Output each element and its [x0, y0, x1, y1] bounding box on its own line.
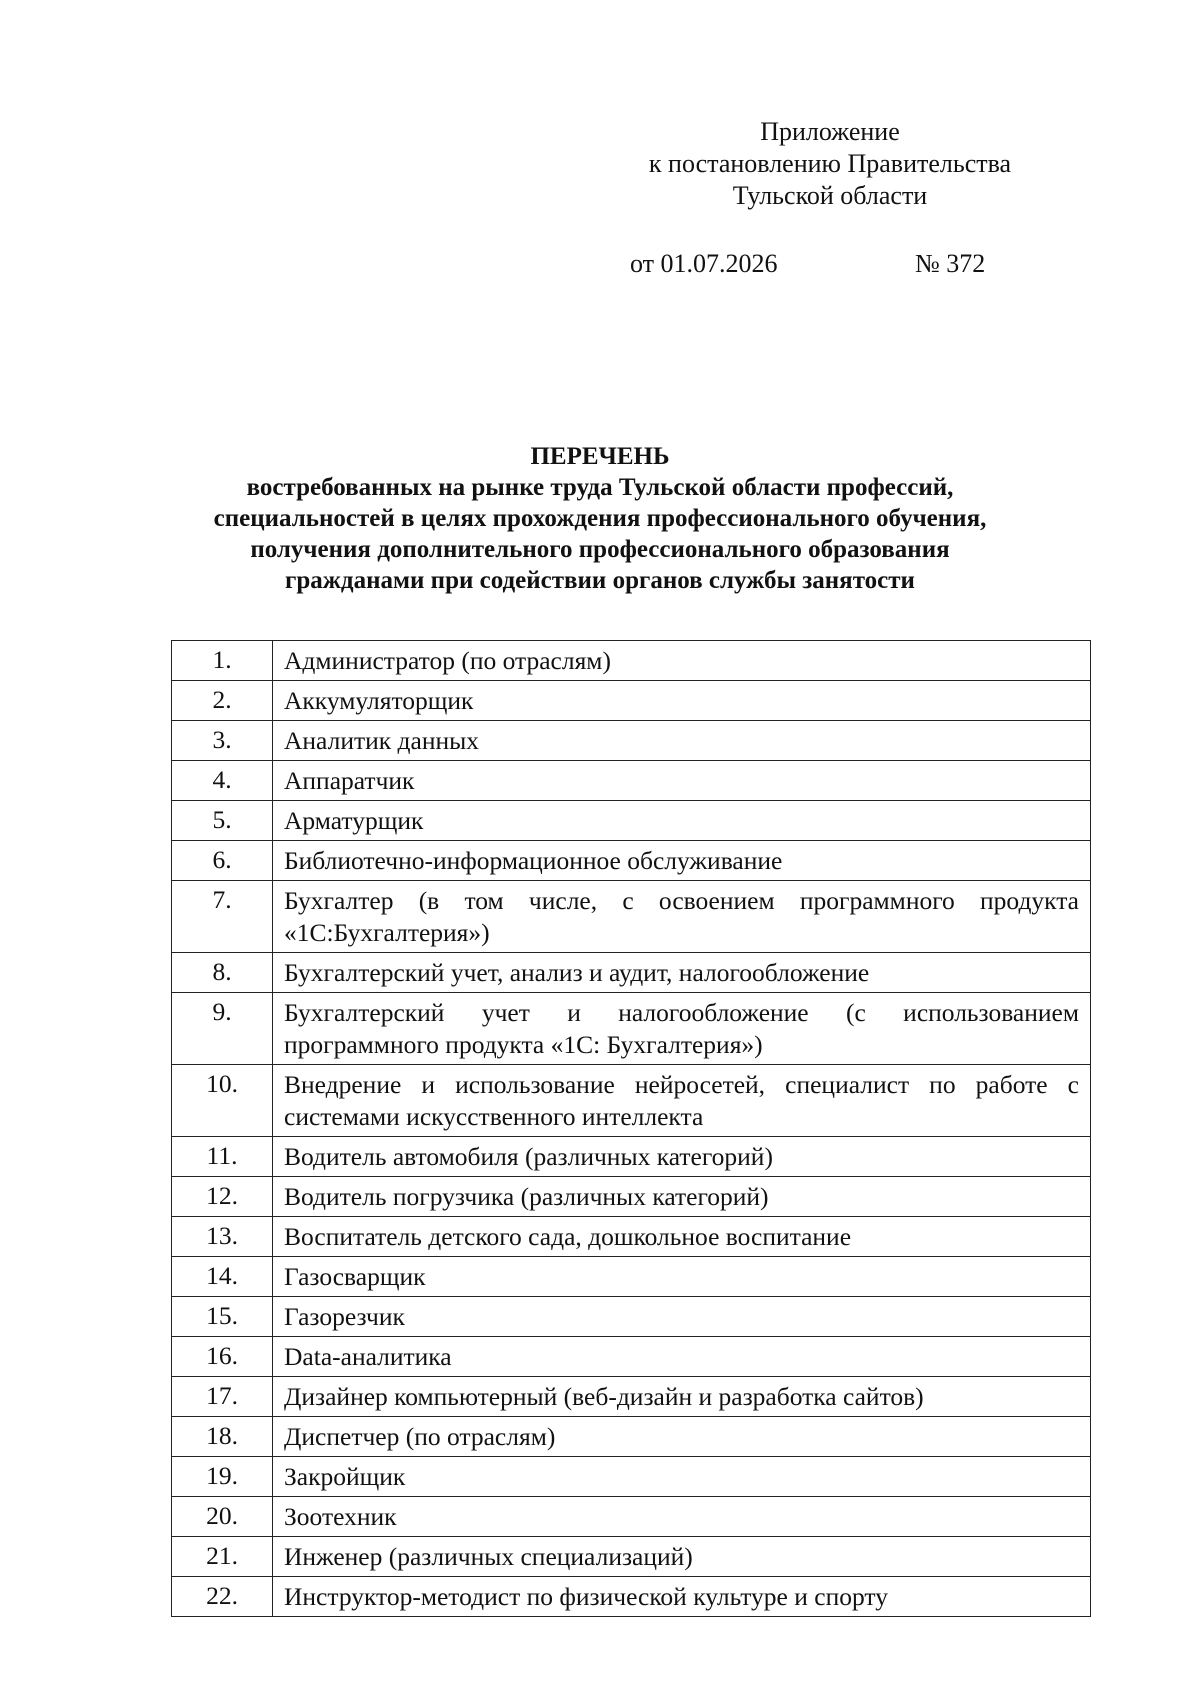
document-title	[100, 441, 1100, 596]
profession-name: Администратор (по отраслям)	[273, 641, 1091, 681]
profession-name: Аналитик данных	[273, 721, 1091, 761]
row-number: 20.	[172, 1497, 273, 1537]
table-row	[172, 801, 1091, 841]
professions-table-body	[172, 641, 1091, 1617]
profession-name: Аппаратчик	[273, 761, 1091, 801]
profession-name: Инструктор-методист по физической культуре и спорту	[273, 1577, 1091, 1617]
profession-name: Бухгалтерский учет и налогообложение (с использованием программного продукта «1С: Бухгалтерия»)	[273, 993, 1091, 1065]
row-number: 5.	[172, 801, 273, 841]
row-number: 13.	[172, 1217, 273, 1257]
decree-date: от 01.07.2026	[630, 249, 778, 278]
title-line: гражданами при содействии органов службы занятости	[285, 567, 915, 594]
row-number: 4.	[172, 761, 273, 801]
row-number: 15.	[172, 1297, 273, 1337]
table-row	[172, 681, 1091, 721]
table-row	[172, 1257, 1091, 1297]
table-row	[172, 1537, 1091, 1577]
row-number: 19.	[172, 1457, 273, 1497]
profession-name: Дизайнер компьютерный (веб-дизайн и разработка сайтов)	[273, 1377, 1091, 1417]
table-row	[172, 1137, 1091, 1177]
appendix-line: к постановлению Правительства	[648, 149, 1012, 178]
appendix-line: Тульской области	[732, 181, 928, 210]
title-line: специальностей в целях прохождения профессионального обучения,	[213, 505, 987, 532]
profession-name: Водитель погрузчика (различных категорий)	[273, 1177, 1091, 1217]
table-row	[172, 721, 1091, 761]
row-number: 16.	[172, 1337, 273, 1377]
row-number: 7.	[172, 881, 273, 953]
profession-name: Data-аналитика	[273, 1337, 1091, 1377]
table-row	[172, 1217, 1091, 1257]
row-number: 3.	[172, 721, 273, 761]
profession-name: Внедрение и использование нейросетей, специалист по работе с системами искусственного интеллекта	[273, 1065, 1091, 1137]
row-number: 18.	[172, 1417, 273, 1457]
table-row	[172, 1337, 1091, 1377]
row-number: 1.	[172, 641, 273, 681]
row-number: 11.	[172, 1137, 273, 1177]
profession-name: Газорезчик	[273, 1297, 1091, 1337]
table-row	[172, 1297, 1091, 1337]
table-row	[172, 1065, 1091, 1137]
row-number: 21.	[172, 1537, 273, 1577]
profession-name: Библиотечно-информационное обслуживание	[273, 841, 1091, 881]
row-number: 17.	[172, 1377, 273, 1417]
table-row	[172, 1577, 1091, 1617]
profession-name: Арматурщик	[273, 801, 1091, 841]
title-line: востребованных на рынке труда Тульской области профессий,	[246, 474, 954, 501]
table-row	[172, 841, 1091, 881]
title-heading: ПЕРЕЧЕНЬ	[530, 443, 670, 470]
row-number: 22.	[172, 1577, 273, 1617]
profession-name: Газосварщик	[273, 1257, 1091, 1297]
table-row	[172, 641, 1091, 681]
row-number: 8.	[172, 953, 273, 993]
table-row	[172, 1497, 1091, 1537]
profession-name: Бухгалтер (в том числе, с освоением программного продукта «1С:Бухгалтерия»)	[273, 881, 1091, 953]
profession-name: Водитель автомобиля (различных категорий)	[273, 1137, 1091, 1177]
row-number: 2.	[172, 681, 273, 721]
row-number: 14.	[172, 1257, 273, 1297]
table-row	[172, 1377, 1091, 1417]
row-number: 12.	[172, 1177, 273, 1217]
professions-table	[171, 640, 1091, 1617]
table-row	[172, 993, 1091, 1065]
decree-number: № 372	[915, 249, 986, 278]
profession-name: Закройщик	[273, 1457, 1091, 1497]
profession-name: Диспетчер (по отраслям)	[273, 1417, 1091, 1457]
row-number: 6.	[172, 841, 273, 881]
table-row	[172, 953, 1091, 993]
appendix-header	[600, 116, 1060, 212]
title-line: получения дополнительного профессионального образования	[250, 536, 950, 563]
appendix-line: Приложение	[760, 117, 900, 146]
table-row	[172, 881, 1091, 953]
profession-name: Воспитатель детского сада, дошкольное воспитание	[273, 1217, 1091, 1257]
profession-name: Аккумуляторщик	[273, 681, 1091, 721]
profession-name: Инженер (различных специализаций)	[273, 1537, 1091, 1577]
profession-name: Бухгалтерский учет, анализ и аудит, налогообложение	[273, 953, 1091, 993]
table-row	[172, 1457, 1091, 1497]
row-number: 10.	[172, 1065, 273, 1137]
table-row	[172, 1417, 1091, 1457]
table-row	[172, 761, 1091, 801]
profession-name: Зоотехник	[273, 1497, 1091, 1537]
row-number: 9.	[172, 993, 273, 1065]
table-row	[172, 1177, 1091, 1217]
